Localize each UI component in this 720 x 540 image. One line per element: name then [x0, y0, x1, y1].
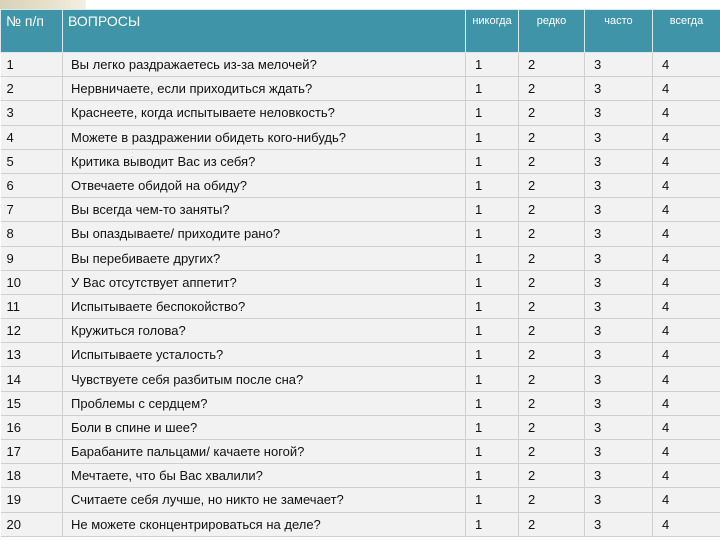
row-number: 4: [1, 125, 63, 149]
question-text: Можете в раздражении обидеть кого-нибудь?: [63, 125, 466, 149]
answer-often: 3: [585, 367, 653, 391]
answer-rarely: 2: [519, 367, 585, 391]
answer-rarely: 2: [519, 246, 585, 270]
table-row: [1, 270, 720, 294]
answer-never: 1: [466, 53, 519, 77]
answer-rarely: 2: [519, 488, 585, 512]
table-row: [1, 222, 720, 246]
answer-rarely: 2: [519, 294, 585, 318]
answer-never: 1: [466, 415, 519, 439]
answer-always: 4: [653, 415, 720, 439]
answer-often: 3: [585, 53, 653, 77]
answer-never: 1: [466, 319, 519, 343]
answer-always: 4: [653, 440, 720, 464]
answer-never: 1: [466, 464, 519, 488]
table-row: [1, 391, 720, 415]
row-number: 13: [1, 343, 63, 367]
answer-often: 3: [585, 246, 653, 270]
answer-often: 3: [585, 464, 653, 488]
answer-rarely: 2: [519, 270, 585, 294]
table-row: [1, 246, 720, 270]
answer-rarely: 2: [519, 173, 585, 197]
question-text: Считаете себя лучше, но никто не замечает?: [63, 488, 466, 512]
answer-rarely: 2: [519, 464, 585, 488]
answer-never: 1: [466, 391, 519, 415]
answer-never: 1: [466, 246, 519, 270]
answer-always: 4: [653, 125, 720, 149]
table-body: [1, 53, 720, 537]
answer-never: 1: [466, 149, 519, 173]
question-text: Не можете сконцентрироваться на деле?: [63, 512, 466, 536]
answer-rarely: 2: [519, 319, 585, 343]
answer-never: 1: [466, 222, 519, 246]
answer-always: 4: [653, 294, 720, 318]
header-row: [1, 10, 720, 53]
answer-always: 4: [653, 77, 720, 101]
answer-often: 3: [585, 101, 653, 125]
table-row: [1, 488, 720, 512]
row-number: 19: [1, 488, 63, 512]
answer-never: 1: [466, 512, 519, 536]
question-text: Испытываете усталость?: [63, 343, 466, 367]
header-number: № п/п: [1, 10, 63, 53]
answer-rarely: 2: [519, 415, 585, 439]
answer-always: 4: [653, 319, 720, 343]
question-text: Барабаните пальцами/ качаете ногой?: [63, 440, 466, 464]
answer-rarely: 2: [519, 222, 585, 246]
row-number: 16: [1, 415, 63, 439]
answer-always: 4: [653, 367, 720, 391]
table-row: [1, 343, 720, 367]
table-row: [1, 125, 720, 149]
answer-never: 1: [466, 270, 519, 294]
answer-always: 4: [653, 464, 720, 488]
answer-often: 3: [585, 149, 653, 173]
row-number: 5: [1, 149, 63, 173]
table-row: [1, 149, 720, 173]
answer-never: 1: [466, 125, 519, 149]
table-row: [1, 294, 720, 318]
answer-rarely: 2: [519, 77, 585, 101]
answer-rarely: 2: [519, 512, 585, 536]
answer-rarely: 2: [519, 391, 585, 415]
row-number: 11: [1, 294, 63, 318]
row-number: 7: [1, 198, 63, 222]
header-often: часто: [585, 10, 653, 53]
row-number: 18: [1, 464, 63, 488]
question-text: Кружиться голова?: [63, 319, 466, 343]
row-number: 12: [1, 319, 63, 343]
row-number: 17: [1, 440, 63, 464]
question-text: Отвечаете обидой на обиду?: [63, 173, 466, 197]
answer-never: 1: [466, 173, 519, 197]
row-number: 10: [1, 270, 63, 294]
answer-often: 3: [585, 488, 653, 512]
answer-never: 1: [466, 294, 519, 318]
answer-often: 3: [585, 173, 653, 197]
answer-never: 1: [466, 367, 519, 391]
row-number: 15: [1, 391, 63, 415]
question-text: Критика выводит Вас из себя?: [63, 149, 466, 173]
survey-table: [0, 9, 720, 537]
answer-often: 3: [585, 270, 653, 294]
table-row: [1, 440, 720, 464]
answer-never: 1: [466, 440, 519, 464]
table-row: [1, 464, 720, 488]
table-row: [1, 512, 720, 536]
answer-often: 3: [585, 77, 653, 101]
table-row: [1, 77, 720, 101]
answer-often: 3: [585, 391, 653, 415]
answer-rarely: 2: [519, 149, 585, 173]
table-row: [1, 101, 720, 125]
answer-always: 4: [653, 488, 720, 512]
question-text: Краснеете, когда испытываете неловкость?: [63, 101, 466, 125]
question-text: Мечтаете, что бы Вас хвалили?: [63, 464, 466, 488]
answer-always: 4: [653, 222, 720, 246]
header-questions: ВОПРОСЫ: [63, 10, 466, 53]
answer-often: 3: [585, 415, 653, 439]
header-never: никогда: [466, 10, 519, 53]
answer-often: 3: [585, 343, 653, 367]
answer-never: 1: [466, 198, 519, 222]
answer-often: 3: [585, 198, 653, 222]
answer-often: 3: [585, 294, 653, 318]
answer-rarely: 2: [519, 101, 585, 125]
question-text: Вы перебиваете других?: [63, 246, 466, 270]
table-row: [1, 415, 720, 439]
answer-rarely: 2: [519, 198, 585, 222]
row-number: 3: [1, 101, 63, 125]
table-row: [1, 173, 720, 197]
answer-often: 3: [585, 125, 653, 149]
question-text: Вы опаздываете/ приходите рано?: [63, 222, 466, 246]
answer-often: 3: [585, 440, 653, 464]
question-text: Испытываете беспокойство?: [63, 294, 466, 318]
question-text: У Вас отсутствует аппетит?: [63, 270, 466, 294]
answer-always: 4: [653, 149, 720, 173]
table-row: [1, 319, 720, 343]
answer-often: 3: [585, 512, 653, 536]
answer-always: 4: [653, 173, 720, 197]
answer-rarely: 2: [519, 125, 585, 149]
header-rarely: редко: [519, 10, 585, 53]
answer-often: 3: [585, 222, 653, 246]
decorative-strip: [0, 0, 86, 9]
row-number: 8: [1, 222, 63, 246]
question-text: Боли в спине и шее?: [63, 415, 466, 439]
row-number: 14: [1, 367, 63, 391]
table-row: [1, 198, 720, 222]
answer-never: 1: [466, 77, 519, 101]
answer-always: 4: [653, 512, 720, 536]
answer-always: 4: [653, 198, 720, 222]
answer-always: 4: [653, 270, 720, 294]
header-always: всегда: [653, 10, 720, 53]
table-row: [1, 367, 720, 391]
answer-always: 4: [653, 53, 720, 77]
question-text: Вы всегда чем-то заняты?: [63, 198, 466, 222]
answer-always: 4: [653, 101, 720, 125]
row-number: 2: [1, 77, 63, 101]
answer-rarely: 2: [519, 343, 585, 367]
row-number: 9: [1, 246, 63, 270]
answer-rarely: 2: [519, 440, 585, 464]
answer-often: 3: [585, 319, 653, 343]
question-text: Нервничаете, если приходиться ждать?: [63, 77, 466, 101]
row-number: 6: [1, 173, 63, 197]
table-row: [1, 53, 720, 77]
answer-always: 4: [653, 343, 720, 367]
question-text: Проблемы с сердцем?: [63, 391, 466, 415]
answer-never: 1: [466, 488, 519, 512]
row-number: 1: [1, 53, 63, 77]
answer-always: 4: [653, 391, 720, 415]
question-text: Вы легко раздражаетесь из-за мелочей?: [63, 53, 466, 77]
answer-rarely: 2: [519, 53, 585, 77]
answer-never: 1: [466, 101, 519, 125]
answer-never: 1: [466, 343, 519, 367]
row-number: 20: [1, 512, 63, 536]
answer-always: 4: [653, 246, 720, 270]
question-text: Чувствуете себя разбитым после сна?: [63, 367, 466, 391]
